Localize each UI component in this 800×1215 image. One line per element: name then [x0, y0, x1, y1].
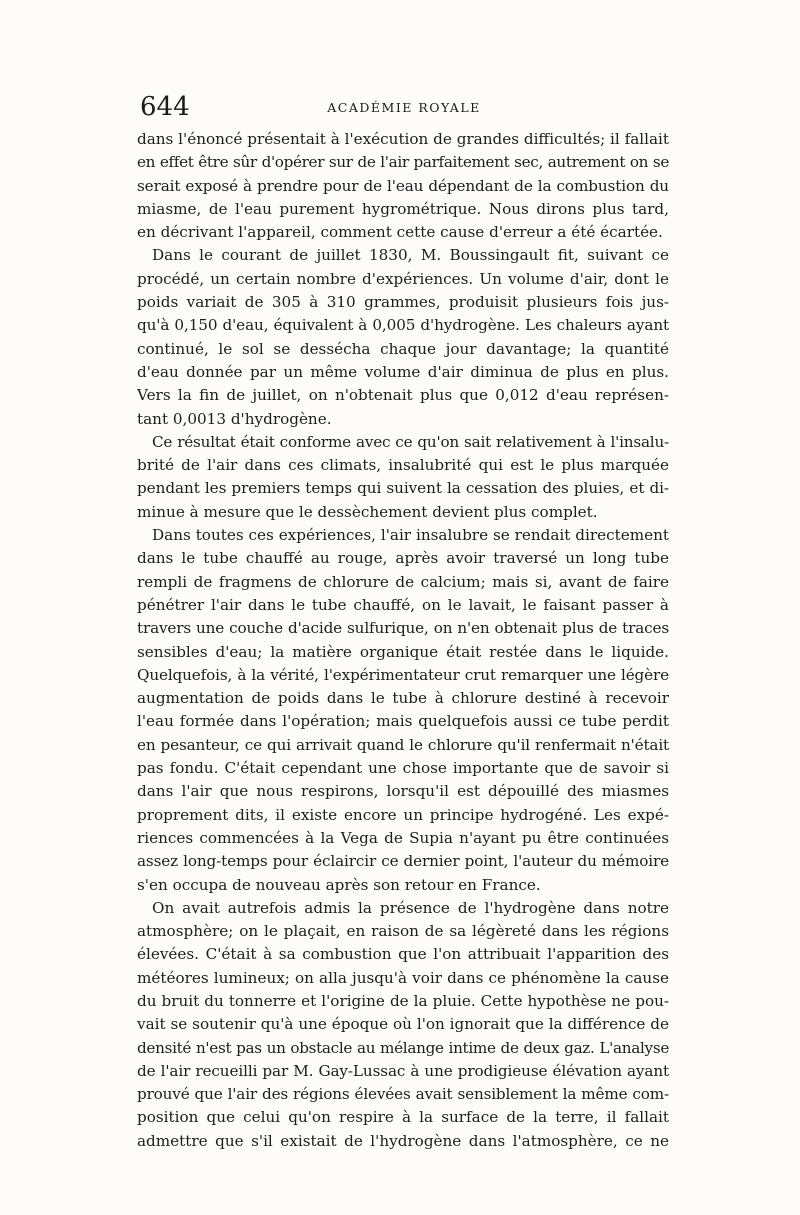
- text-line: Quelquefois, à la vérité, l'expérimentateur crut remarquer une légère: [137, 665, 669, 684]
- text-line: qu'à 0,150 d'eau, équivalent à 0,005 d'hydrogène. Les chaleurs ayant: [137, 316, 669, 335]
- text-line: Vers la fin de juillet, on n'obtenait plus que 0,012 d'eau représen-: [137, 386, 669, 405]
- text-line: On avait autrefois admis la présence de l'hydrogène dans notre: [152, 898, 669, 917]
- text-line: en effet être sûr d'opérer sur de l'air parfaitement sec, autrement on se: [137, 153, 669, 172]
- text-line: serait exposé à prendre pour de l'eau dépendant de la combustion du: [137, 176, 669, 195]
- text-line: poids variait de 305 à 310 grammes, produisit plusieurs fois jus-: [137, 293, 669, 312]
- text-line: procédé, un certain nombre d'expériences. Un volume d'air, dont le: [137, 269, 669, 288]
- text-line: brité de l'air dans ces climats, insalubrité qui est le plus marquée: [137, 456, 669, 475]
- text-line: pénétrer l'air dans le tube chauffé, on le lavait, le faisant passer à: [137, 595, 669, 614]
- text-line: position que celui qu'on respire à la surface de la terre, il fallait: [137, 1108, 669, 1127]
- text-line: en décrivant l'appareil, comment cette cause d'erreur a été écartée.: [137, 223, 663, 242]
- text-line: Ce résultat était conforme avec ce qu'on sait relativement à l'insalu-: [152, 432, 669, 451]
- running-head: ACADÉMIE ROYALE: [327, 100, 481, 115]
- text-line: élevées. C'était à sa combustion que l'on attribuait l'apparition des: [137, 945, 669, 964]
- text-line: sensibles d'eau; la matière organique était restée dans le liquide.: [137, 642, 669, 661]
- text-line: augmentation de poids dans le tube à chlorure destiné à recevoir: [137, 689, 669, 708]
- text-line: du bruit du tonnerre et l'origine de la pluie. Cette hypothèse ne pou-: [137, 991, 669, 1010]
- text-line: dans le tube chauffé au rouge, après avoir traversé un long tube: [137, 549, 669, 568]
- text-line: admettre que s'il existait de l'hydrogène dans l'atmosphère, ce ne: [137, 1131, 669, 1150]
- page-number: 644: [140, 92, 190, 122]
- text-line: atmosphère; on le plaçait, en raison de sa légèreté dans les régions: [137, 922, 669, 941]
- text-line: en pesanteur, ce qui arrivait quand le chlorure qu'il renfermait n'était: [137, 735, 669, 754]
- text-line: miasme, de l'eau purement hygrométrique. Nous dirons plus tard,: [137, 199, 669, 218]
- text-line: Dans toutes ces expériences, l'air insalubre se rendait directement: [152, 526, 669, 545]
- text-line: travers une couche d'acide sulfurique, on n'en obtenait plus de traces: [137, 619, 669, 638]
- text-line: assez long-temps pour éclaircir ce dernier point, l'auteur du mémoire: [137, 852, 669, 871]
- body-text: [137, 128, 669, 1153]
- text-line: densité n'est pas un obstacle au mélange intime de deux gaz. L'analyse: [137, 1038, 669, 1057]
- text-line: riences commencées à la Vega de Supia n'ayant pu être continuées: [137, 828, 669, 847]
- page-header: [140, 92, 668, 126]
- text-line: tant 0,0013 d'hydrogène.: [137, 409, 332, 428]
- text-line: pendant les premiers temps qui suivent la cessation des pluies, et di-: [137, 479, 669, 498]
- text-line: vait se soutenir qu'à une époque où l'on ignorait que la différence de: [137, 1015, 669, 1034]
- text-line: météores lumineux; on alla jusqu'à voir dans ce phénomène la cause: [137, 968, 669, 987]
- text-line: l'eau formée dans l'opération; mais quelquefois aussi ce tube perdit: [137, 712, 669, 731]
- text-line: dans l'énoncé présentait à l'exécution de grandes difficultés; il fallait: [137, 130, 669, 148]
- text-line: continué, le sol se dessécha chaque jour davantage; la quantité: [137, 339, 669, 358]
- text-line: dans l'air que nous respirons, lorsqu'il est dépouillé des miasmes: [137, 782, 669, 801]
- text-line: minue à mesure que le dessèchement devient plus complet.: [137, 502, 598, 521]
- text-line: de l'air recueilli par M. Gay-Lussac à une prodigieuse élévation ayant: [137, 1061, 669, 1080]
- text-line: pas fondu. C'était cependant une chose importante que de savoir si: [137, 759, 669, 778]
- text-line: proprement dits, il existe encore un principe hydrogéné. Les expé-: [137, 805, 669, 824]
- text-line: d'eau donnée par un même volume d'air diminua de plus en plus.: [137, 362, 669, 381]
- text-line: s'en occupa de nouveau après son retour en France.: [137, 875, 541, 894]
- text-line: rempli de fragmens de chlorure de calcium; mais si, avant de faire: [137, 572, 669, 591]
- text-line: Dans le courant de juillet 1830, M. Boussingault fit, suivant ce: [152, 246, 669, 265]
- text-line: prouvé que l'air des régions élevées avait sensiblement la même com-: [137, 1085, 669, 1104]
